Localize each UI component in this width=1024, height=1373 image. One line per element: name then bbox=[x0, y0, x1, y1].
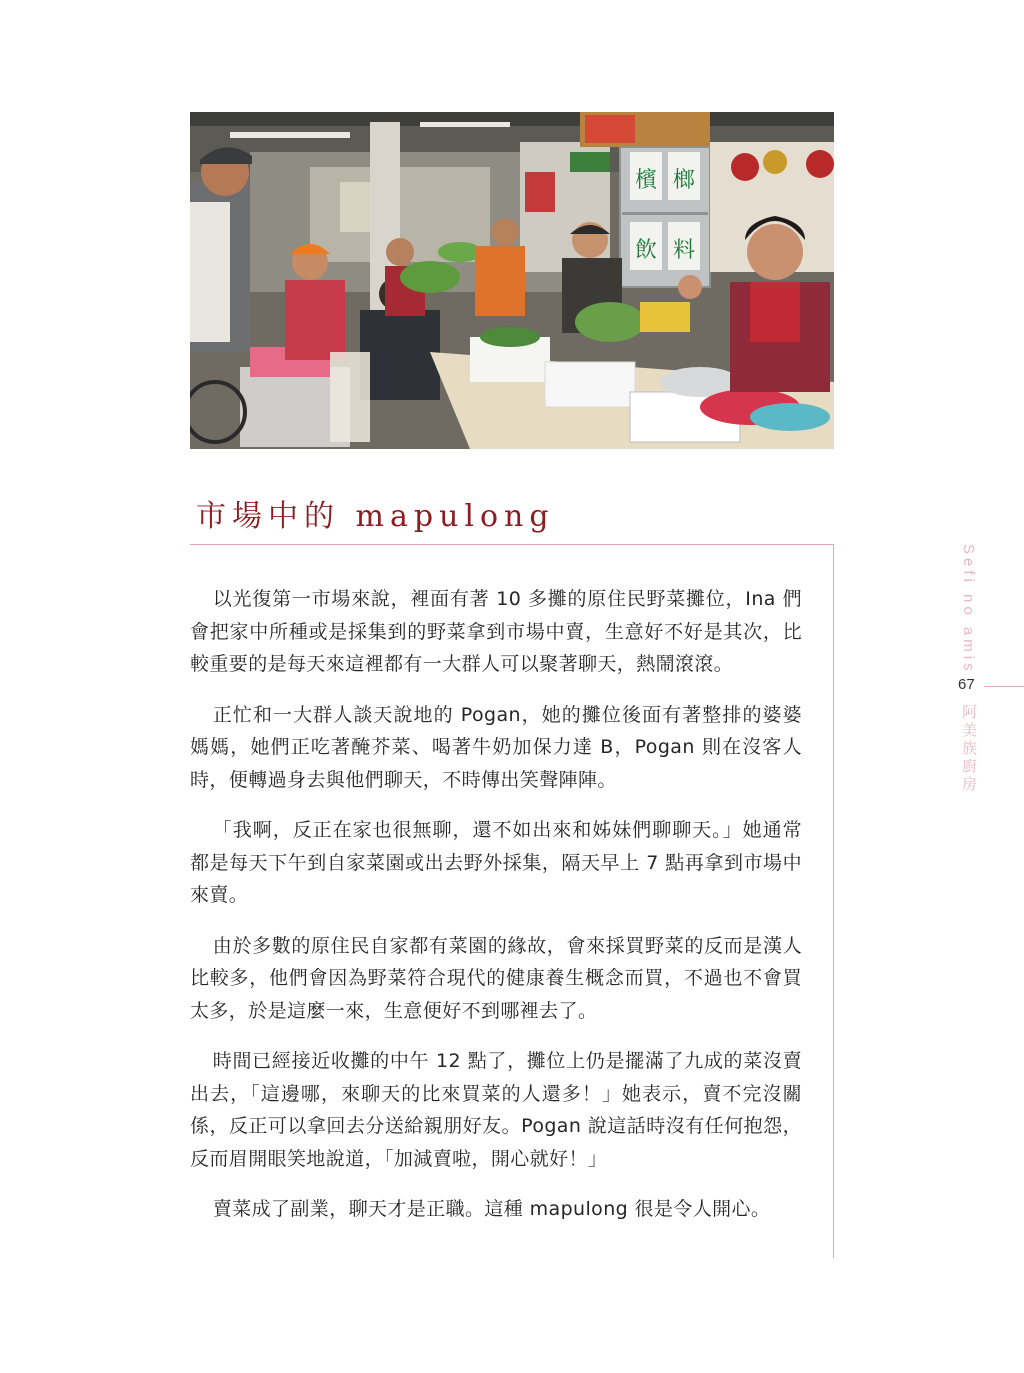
sign-char: 榔 bbox=[672, 168, 696, 193]
paragraph: 時間已經接近收攤的中午 12 點了，攤位上仍是擺滿了九成的菜沒賣出去，「這邊哪，來聊天的比來買菜的人還多！」她表示，賣不完沒關係，反正可以拿回去分送給親朋好友。Pogan 說這話時沒有任何抱怨，反而眉開眼笑地說道，「加減賣啦，開心就好！」 bbox=[190, 1050, 802, 1170]
paragraph: 「我啊，反正在家也很無聊，還不如出來和姊妹們聊聊天。」她通常都是每天下午到自家菜園或出去野外採集，隔天早上 7 點再拿到市場中來賣。 bbox=[190, 819, 802, 906]
running-header-chinese: 阿美族廚房 bbox=[960, 704, 978, 794]
paragraph: 賣菜成了副業，聊天才是正職。這種 mapulong 很是令人開心。 bbox=[212, 1198, 771, 1220]
sign-char: 飲 bbox=[634, 238, 658, 263]
market-scene-illustration bbox=[190, 112, 834, 449]
running-header-english: Sefi no amis bbox=[960, 544, 977, 675]
market-photo bbox=[190, 112, 834, 449]
article-title: 市場中的 mapulong bbox=[196, 499, 555, 534]
sign-char: 料 bbox=[672, 238, 696, 263]
title-underline bbox=[190, 544, 834, 545]
paragraph: 以光復第一市場來說，裡面有著 10 多攤的原住民野菜攤位，Ina 們會把家中所種或是採集到的野菜拿到市場中賣，生意好不好是其次，比較重要的是每天來這裡都有一大群人可以聚著聊天，熱鬧滾滾。 bbox=[190, 588, 802, 675]
page-number: 67 bbox=[958, 676, 975, 693]
article-body bbox=[190, 583, 802, 1244]
sign-char: 檳 bbox=[634, 168, 658, 193]
column-divider bbox=[833, 544, 834, 1258]
paragraph: 正忙和一大群人談天說地的 Pogan，她的攤位後面有著整排的婆婆媽媽，她們正吃著醃芥菜、喝著牛奶加保力達 B，Pogan 則在沒客人時，便轉過身去與他們聊天，不時傳出笑聲陣陣。 bbox=[190, 703, 802, 791]
paragraph: 由於多數的原住民自家都有菜園的緣故，會來採買野菜的反而是漢人比較多，他們會因為野菜符合現代的健康養生概念而買，不過也不會買太多，於是這麼一來，生意便好不到哪裡去了。 bbox=[190, 934, 802, 1022]
page-number-rule bbox=[984, 686, 1024, 687]
